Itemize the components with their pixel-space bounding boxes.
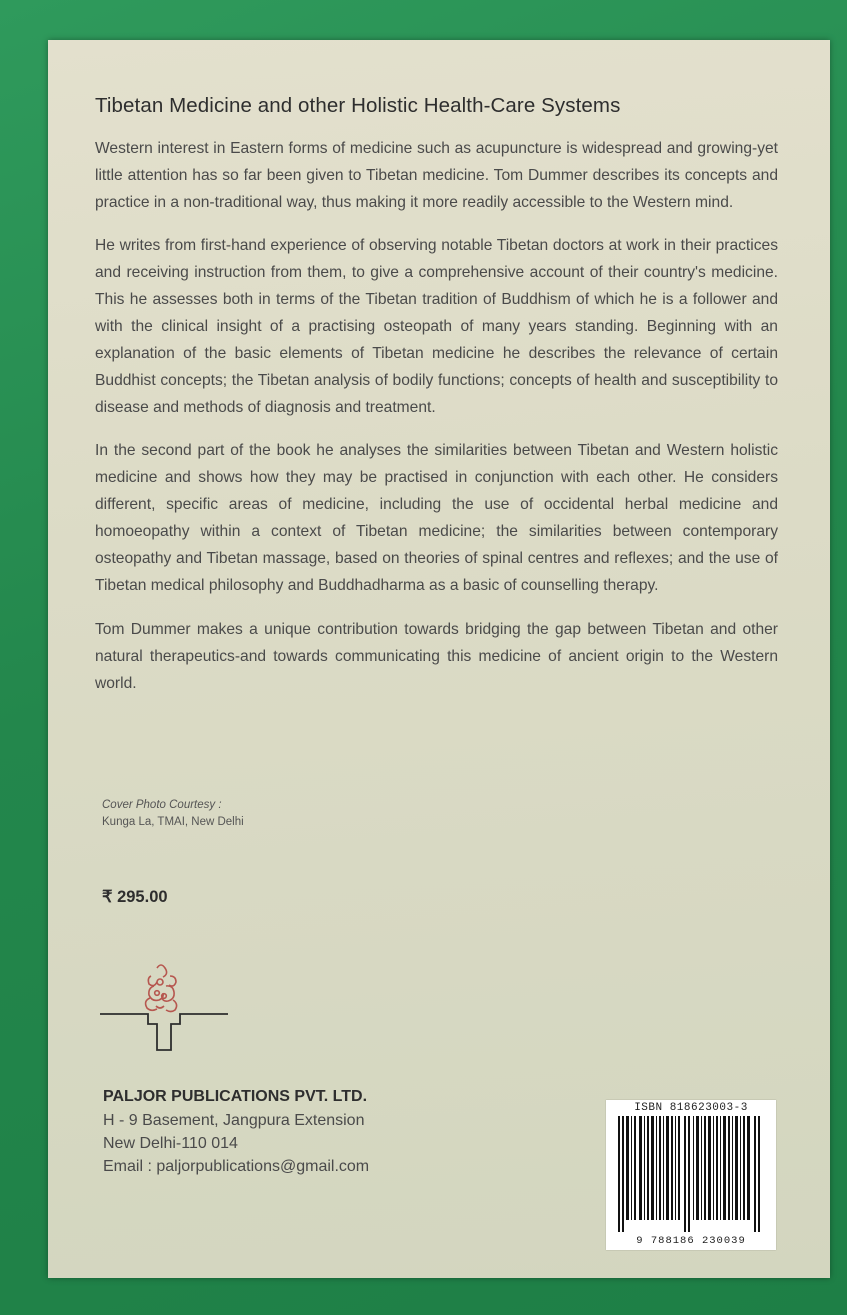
paljor-publications-logo-icon [100,962,230,1057]
blurb-paragraph-1: Western interest in Eastern forms of medicine such as acupuncture is widespread and growing-yet little attention has so far been given to Tibetan medicine. Tom Dummer describes its concepts and practice in a non-traditional way, thus making it more readily accessible to the Western mind. [95,140,778,211]
barcode-digits: 9 788186 230039 [636,1235,746,1247]
book-title: Tibetan Medicine and other Holistic Health-Care Systems [95,94,621,117]
isbn-barcode-box [606,1100,776,1250]
publisher-info [103,1085,369,1178]
photo-credit [102,797,244,831]
publisher-name: PALJOR PUBLICATIONS PVT. LTD. [103,1088,368,1105]
barcode-icon [618,1116,764,1232]
isbn-label: ISBN 818623003-3 [634,1102,748,1114]
publisher-address-line-2: New Delhi-110 014 [103,1135,238,1152]
photo-credit-label: Cover Photo Courtesy : [102,799,222,811]
blurb-paragraph-3: In the second part of the book he analyses the similarities between Tibetan and Western holistic medicine and shows how they may be practised in conjunction with each other. He considers different, specific areas of medicine, including the use of occidental herbal medicine and homoeopathy within a context of Tibetan medicine; the similarities between contemporary osteopathy and Tibetan massage, based on theories of spinal centres and reflexes; and the use of Tibetan medical philosophy and Buddhadharma as a basic of counselling therapy. [95,442,778,594]
blurb [95,135,778,713]
photo-credit-value: Kunga La, TMAI, New Delhi [102,816,244,828]
price: ₹ 295.00 [102,888,168,906]
blurb-paragraph-4: Tom Dummer makes a unique contribution towards bridging the gap between Tibetan and other natural therapeutics-and towards communicating this medicine of ancient origin to the Western world. [95,621,778,692]
publisher-address-line-1: H - 9 Basement, Jangpura Extension [103,1112,365,1129]
blurb-paragraph-2: He writes from first-hand experience of observing notable Tibetan doctors at work in their practices and receiving instruction from them, to give a comprehensive account of their country's medicine. This he assesses both in terms of the Tibetan tradition of Buddhism of which he is a follower and with the clinical insight of a practising osteopath of many years standing. Beginning with an explanation of the basic elements of Tibetan medicine he describes the relevance of certain Buddhist concepts; the Tibetan analysis of bodily functions; concepts of health and susceptibility to disease and methods of diagnosis and treatment. [95,237,778,416]
book-back-cover [48,40,830,1278]
publisher-email: Email : paljorpublications@gmail.com [103,1158,370,1175]
